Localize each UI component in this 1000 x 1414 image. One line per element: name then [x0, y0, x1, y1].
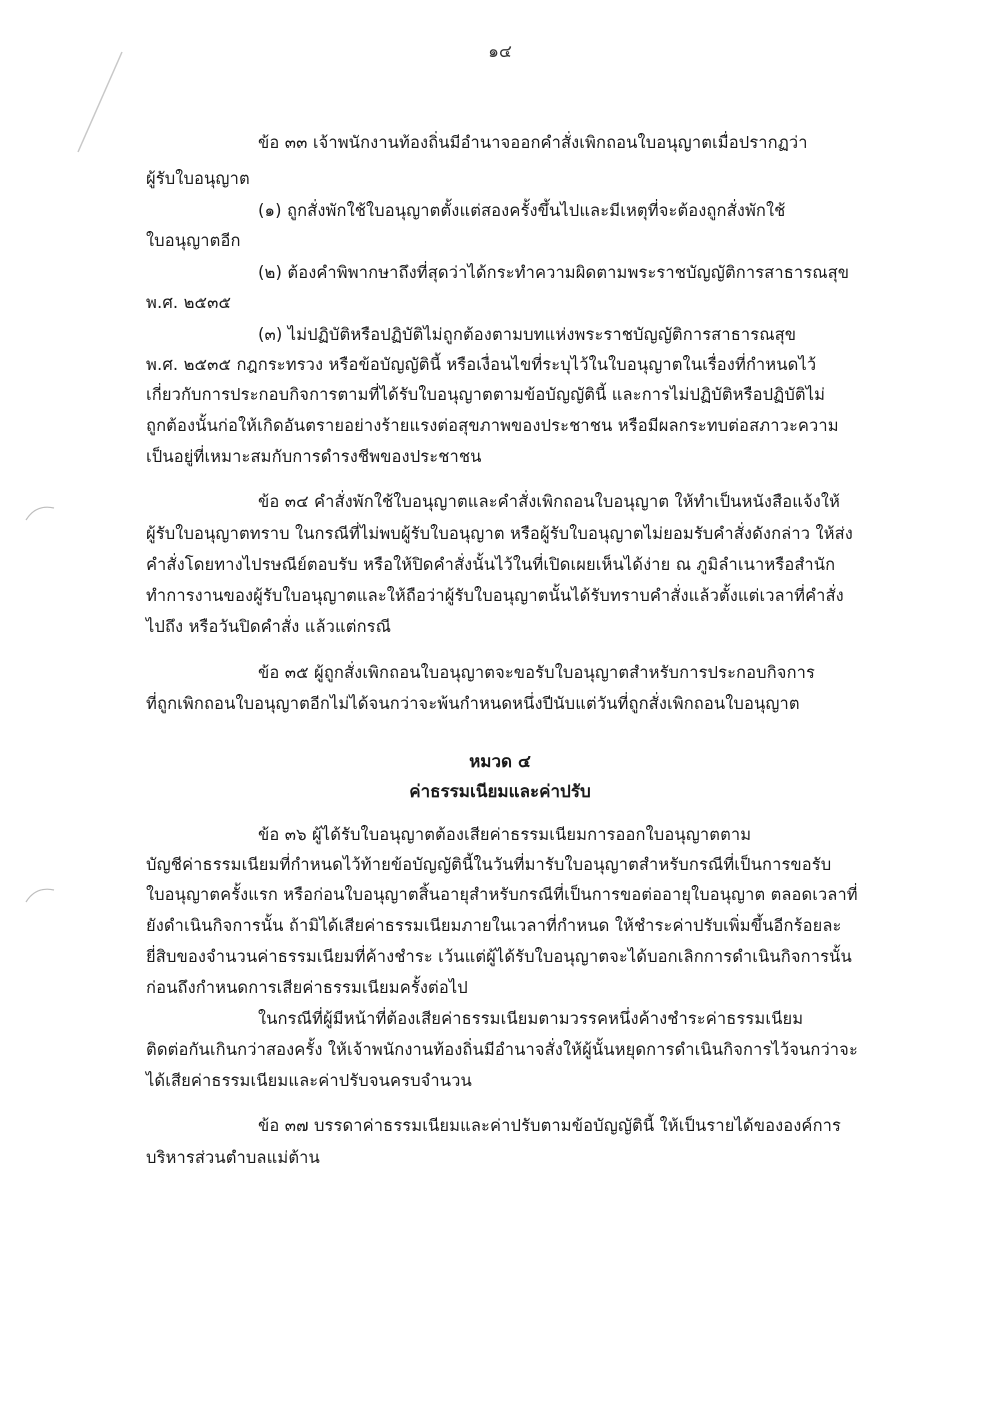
article-36-line-6: ก่อนถึงกำหนดการเสียค่าธรรมเนียมครั้งต่อไป [146, 978, 468, 997]
article-34-line-2: ผู้รับใบอนุญาตทราบ ในกรณีที่ไม่พบผู้รับใบอนุญาต หรือผู้รับใบอนุญาตไม่ยอมรับคำสั่งดังกล่าว ให้ส่ง [146, 524, 853, 543]
article-35-line-2: ที่ถูกเพิกถอนใบอนุญาตอีกไม่ได้จนกว่าจะพ้นกำหนดหนึ่งปีนับแต่วันที่ถูกสั่งเพิกถอนใบอนุญาต [146, 694, 800, 713]
article-34-line-3: คำสั่งโดยทางไปรษณีย์ตอบรับ หรือให้ปิดคำสั่งนั้นไว้ในที่เปิดเผยเห็นได้ง่าย ณ ภูมิลำเนาหรือสำนัก [146, 555, 836, 574]
article-33-item-3-line-2: พ.ศ. ๒๕๓๕ กฎกระทรวง หรือข้อบัญญัตินี้ หรือเงื่อนไขที่ระบุไว้ในใบอนุญาตในเรื่องที่กำหนดไว้ [146, 355, 817, 374]
article-33-item-1-line-2: ใบอนุญาตอีก [146, 231, 241, 250]
article-36-line-5: ยี่สิบของจำนวนค่าธรรมเนียมที่ค้างชำระ เว้นแต่ผู้ได้รับใบอนุญาตจะได้บอกเลิกการดำเนินกิจการนั้น [146, 947, 852, 966]
section-subtitle: ค่าธรรมเนียมและค่าปรับ [409, 782, 591, 802]
article-35-line-1: ข้อ ๓๕ ผู้ถูกสั่งเพิกถอนใบอนุญาตจะขอรับใบอนุญาตสำหรับการประกอบกิจการ [258, 663, 815, 682]
article-33-item-3-line-1: (๓) ไม่ปฏิบัติหรือปฏิบัติไม่ถูกต้องตามบทแห่งพระราชบัญญัติการสาธารณสุข [258, 325, 797, 344]
article-33-item-3-line-4: ถูกต้องนั้นก่อให้เกิดอันตรายอย่างร้ายแรงต่อสุขภาพของประชาชน หรือมีผลกระทบต่อสภาวะความ [146, 416, 839, 435]
article-34-line-4: ทำการงานของผู้รับใบอนุญาตและให้ถือว่าผู้รับใบอนุญาตนั้นได้รับทราบคำสั่งแล้วตั้งแต่เวลาที่คำสั่ง [146, 586, 844, 605]
hole-punch-mark-top [20, 498, 60, 528]
article-36-para-2-line-2: ติดต่อกันเกินกว่าสองครั้ง ให้เจ้าพนักงานท้องถิ่นมีอำนาจสั่งให้ผู้นั้นหยุดการดำเนินกิจการไว้จนกว่าจะ [146, 1040, 858, 1059]
article-37-line-2: บริหารส่วนตำบลแม่ต้าน [146, 1148, 320, 1167]
article-34-line-5: ไปถึง หรือวันปิดคำสั่ง แล้วแต่กรณี [146, 617, 392, 636]
article-36-line-3: ใบอนุญาตครั้งแรก หรือก่อนใบอนุญาตสิ้นอายุสำหรับกรณีที่เป็นการขอต่ออายุใบอนุญาต ตลอดเวลาที่ [146, 885, 858, 904]
article-36-line-4: ยังดำเนินกิจการนั้น ถ้ามิได้เสียค่าธรรมเนียมภายในเวลาที่กำหนด ให้ชำระค่าปรับเพิ่มขึ้นอีกร้อยละ [146, 916, 842, 935]
article-33-item-3-line-3: เกี่ยวกับการประกอบกิจการตามที่ได้รับใบอนุญาตตามข้อบัญญัตินี้ และการไม่ปฏิบัติหรือปฏิบัติไม่ [146, 385, 826, 404]
article-33-line-2: ผู้รับใบอนุญาต [146, 169, 250, 188]
article-33-item-2-line-1: (๒) ต้องคำพิพากษาถึงที่สุดว่าได้กระทำความผิดตามพระราชบัญญัติการสาธารณสุข [258, 263, 850, 282]
article-36-line-2: บัญชีค่าธรรมเนียมที่กำหนดไว้ท้ายข้อบัญญัตินี้ในวันที่มารับใบอนุญาตสำหรับกรณีที่เป็นการขอรับ [146, 855, 832, 874]
article-36-para-2-line-1: ในกรณีที่ผู้มีหน้าที่ต้องเสียค่าธรรมเนียมตามวรรคหนึ่งค้างชำระค่าธรรมเนียม [258, 1009, 804, 1028]
article-33-item-1-line-1: (๑) ถูกสั่งพักใช้ใบอนุญาตตั้งแต่สองครั้งขึ้นไปและมีเหตุที่จะต้องถูกสั่งพักใช้ [258, 201, 786, 220]
page-number: ๑๔ [488, 42, 512, 62]
article-36-line-1: ข้อ ๓๖ ผู้ได้รับใบอนุญาตต้องเสียค่าธรรมเนียมการออกใบอนุญาตตาม [258, 825, 752, 844]
article-33-line-1: ข้อ ๓๓ เจ้าพนักงานท้องถิ่นมีอำนาจออกคำสั่งเพิกถอนใบอนุญาตเมื่อปรากฏว่า [258, 133, 808, 152]
article-33-item-2-line-2: พ.ศ. ๒๕๓๕ [146, 293, 232, 312]
article-37-line-1: ข้อ ๓๗ บรรดาค่าธรรมเนียมและค่าปรับตามข้อบัญญัตินี้ ให้เป็นรายได้ขององค์การ [258, 1116, 841, 1135]
article-36-para-2-line-3: ได้เสียค่าธรรมเนียมและค่าปรับจนครบจำนวน [146, 1071, 472, 1090]
article-33-item-3-line-5: เป็นอยู่ที่เหมาะสมกับการดำรงชีพของประชาชน [146, 447, 482, 466]
section-title: หมวด ๔ [469, 752, 531, 772]
article-34-line-1: ข้อ ๓๔ คำสั่งพักใช้ใบอนุญาตและคำสั่งเพิกถอนใบอนุญาต ให้ทำเป็นหนังสือแจ้งให้ [258, 492, 841, 511]
hole-punch-mark-bottom [20, 880, 60, 910]
